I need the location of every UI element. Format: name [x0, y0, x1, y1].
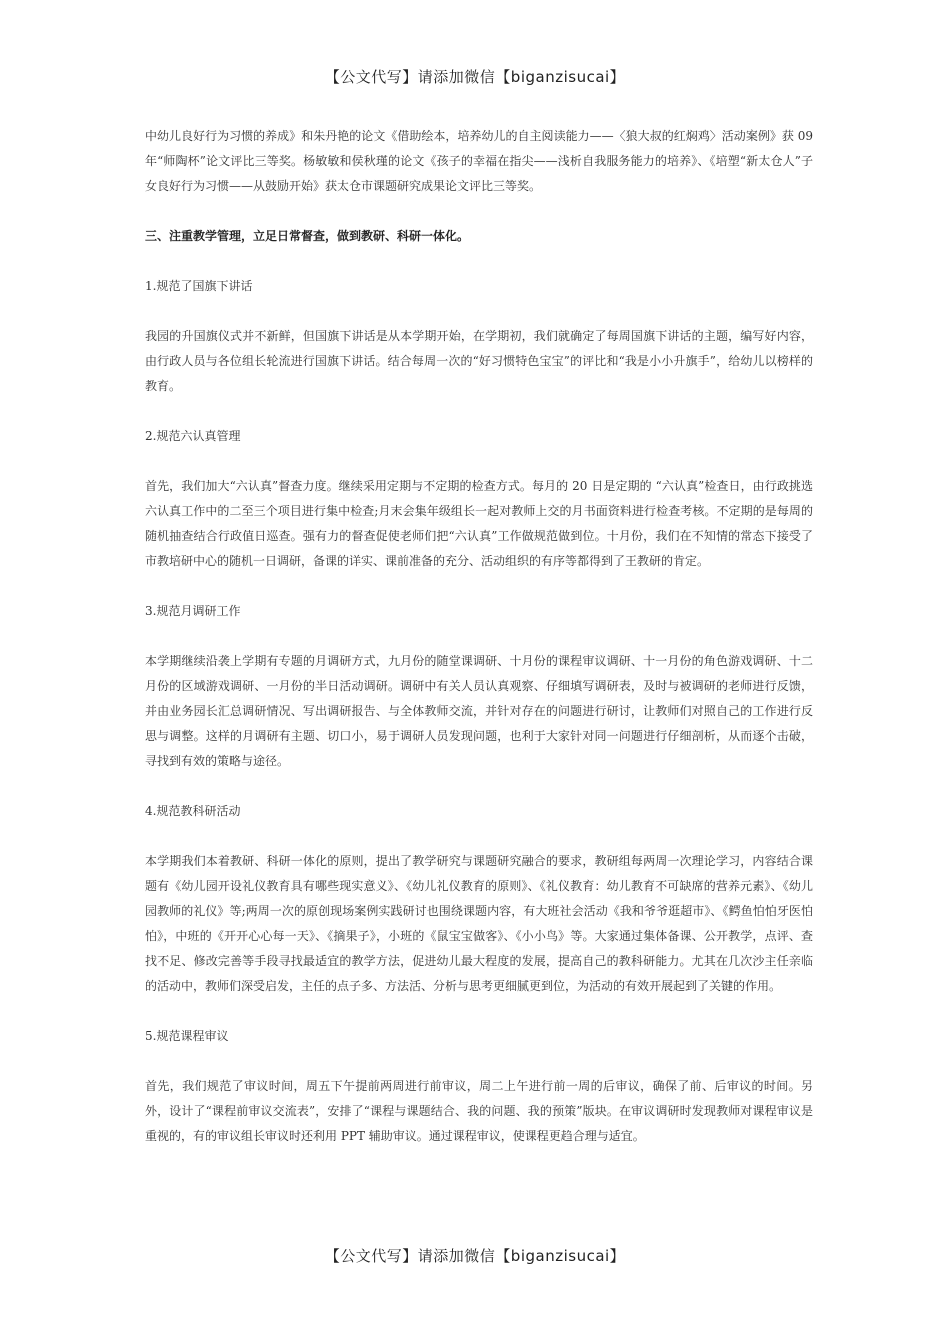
page-header-watermark: 【公文代写】请添加微信【biganzisucai】 — [324, 68, 626, 86]
item-text-3: 本学期继续沿袭上学期有专题的月调研方式，九月份的随堂课调研、十月份的课程审议调研、十一月份的角色游戏调研、十二月份的区域游戏调研、一月份的半日活动调研。调研中有关人员认真观察、仔细填写调研表，及时与被调研的老师进行反馈，并由业务园长汇总调研情况、写出调研报告、与全体教师交流，并针对存在的问题进行研讨，让教师们对照自己的工作进行反思与调整。这样的月调研有主题、切口小，易于调研人员发现问题，也利于大家针对同一问题进行仔细剖析，从而逐个击破，寻找到有效的策略与途径。 — [145, 654, 813, 768]
item-title-5: 5.规范课程审议 — [145, 1029, 229, 1043]
item-text-1: 我园的升国旗仪式并不新鲜，但国旗下讲话是从本学期开始，在学期初，我们就确定了每周国旗下讲话的主题，编写好内容，由行政人员与各位组长轮流进行国旗下讲话。结合每周一次的“好习惯特色宝宝”的评比和“我是小小升旗手”，给幼儿以榜样的教育。 — [145, 329, 813, 393]
item-title-3: 3.规范月调研工作 — [145, 604, 241, 618]
item-text-5: 首先，我们规范了审议时间，周五下午提前两周进行前审议，周二上午进行前一周的后审议，确保了前、后审议的时间。另外，设计了“课程前审议交流表”，安排了“课程与课题结合、我的问题、我的预策”版块。在审议调研时发现教师对课程审议是重视的，有的审议组长审议时还利用 PPT 辅助审议。通过课程审议，使课程更趋合理与适宜。 — [145, 1079, 813, 1143]
document-body — [145, 124, 813, 1149]
item-text-4: 本学期我们本着教研、科研一体化的原则，提出了教学研究与课题研究融合的要求，教研组每两周一次理论学习，内容结合课题有《幼儿园开设礼仪教育具有哪些现实意义》、《幼儿礼仪教育的原则》、《礼仪教育：幼儿教育不可缺席的营养元素》、《幼儿园教师的礼仪》等;两周一次的原创现场案例实践研讨也围绕课题内容，有大班社会活动《我和爷爷逛超市》、《鳄鱼怕怕牙医怕怕》，中班的《开开心心每一天》、《摘果子》，小班的《鼠宝宝做客》、《小小鸟》等。大家通过集体备课、公开教学，点评、查找不足、修改完善等手段寻找最适宜的教学方法，促进幼儿最大程度的发展，提高自己的教科研能力。尤其在几次沙主任亲临的活动中，教师们深受启发，主任的点子多、方法活、分析与思考更细腻更到位，为活动的有效开展起到了关键的作用。 — [145, 854, 813, 993]
section-heading: 三、注重教学管理，立足日常督查，做到教研、科研一体化。 — [145, 229, 470, 243]
item-title-2: 2.规范六认真管理 — [145, 429, 241, 443]
page-footer-watermark: 【公文代写】请添加微信【biganzisucai】 — [324, 1247, 626, 1265]
item-title-4: 4.规范教科研活动 — [145, 804, 241, 818]
item-title-1: 1.规范了国旗下讲话 — [145, 279, 253, 293]
item-text-2: 首先，我们加大“六认真”督查力度。继续采用定期与不定期的检查方式。每月的 20 日是定期的 “六认真”检查日，由行政挑选六认真工作中的二至三个项目进行集中检查;月末会集年级组长一起对教师上交的月书面资料进行检查考核。不定期的是每周的随机抽查结合行政值日巡查。强有力的督查促使老师们把“六认真”工作做规范做到位。十月份，我们在不知情的常态下接受了市教培研中心的随机一日调研，备课的详实、课前准备的充分、活动组织的有序等都得到了王教研的肯定。 — [145, 479, 813, 568]
intro-paragraph: 中幼儿良好行为习惯的养成》和朱丹艳的论文《借助绘本，培养幼儿的自主阅读能力——〈狼大叔的红焖鸡〉活动案例》获 09 年“师陶杯”论文评比三等奖。杨敏敏和侯秋瑾的论文《孩子的幸福在指尖——浅析自我服务能力的培养》、《培塑“新太仓人”子女良好行为习惯——从鼓励开始》获太仓市课题研究成果论文评比三等奖。 — [145, 129, 813, 193]
